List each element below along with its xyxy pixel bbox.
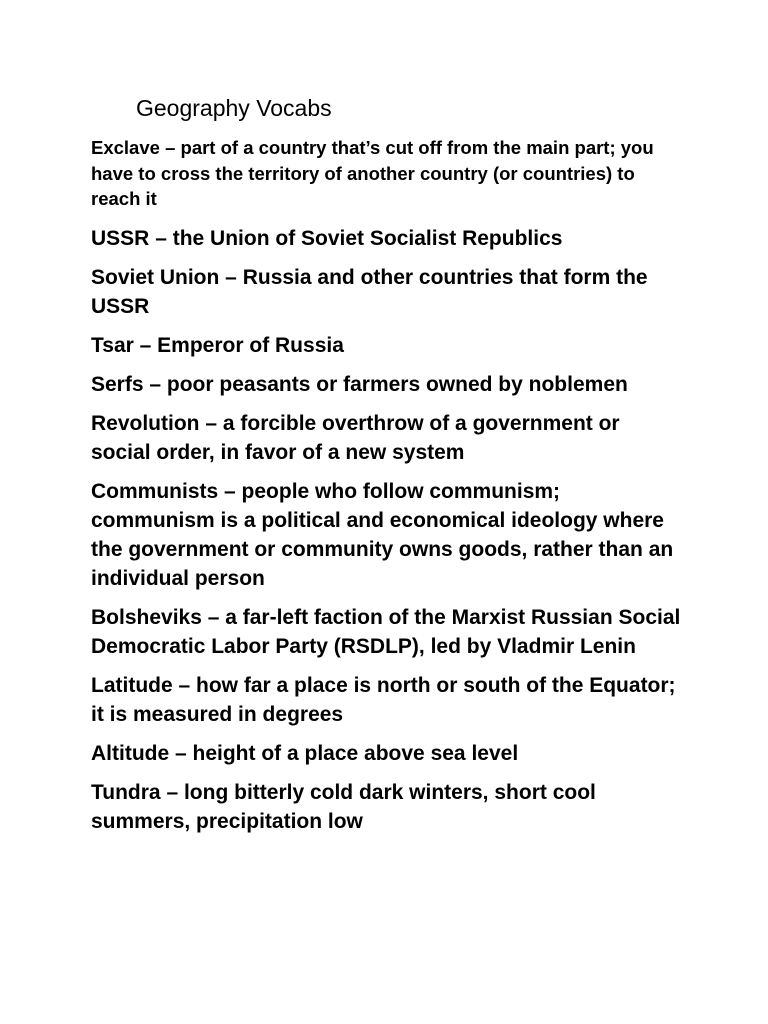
vocab-definition: the Union of Soviet Socialist Republics — [172, 226, 563, 250]
vocab-definition: part of a country that’s cut off from the main part; you have to cross the territory of another country (or countries) to reach it — [91, 137, 654, 209]
vocab-entry-latitude — [91, 671, 681, 729]
vocab-separator: – — [159, 137, 181, 158]
vocab-definition: height of a place above sea level — [192, 741, 519, 765]
vocab-entry-soviet-union — [91, 263, 681, 321]
vocab-separator: – — [201, 605, 226, 629]
vocab-definition: how far a place is north or south of the Equator; it is measured in degrees — [91, 673, 676, 726]
vocab-term: Tsar — [91, 333, 134, 357]
vocab-entry-tsar — [91, 331, 681, 360]
vocab-definition: long bitterly cold dark winters, short cool summers, precipitation low — [91, 780, 596, 833]
vocab-list — [91, 135, 681, 846]
vocab-entry-ussr — [91, 224, 681, 253]
vocab-term: USSR — [91, 226, 150, 250]
vocab-separator: – — [219, 265, 243, 289]
vocab-term: Serfs — [91, 372, 144, 396]
vocab-entry-revolution — [91, 409, 681, 467]
vocab-entry-serfs — [91, 370, 681, 399]
vocab-entry-bolsheviks — [91, 603, 681, 661]
vocab-separator: – — [169, 741, 193, 765]
vocab-entry-communists — [91, 477, 681, 593]
vocab-entry-tundra — [91, 778, 681, 836]
vocab-separator: – — [218, 479, 242, 503]
vocab-definition: people who follow communism; communism is a political and economical ideology where the government or community owns goods, rather than an individual person — [91, 479, 674, 590]
vocab-definition: Emperor of Russia — [157, 333, 344, 357]
vocab-definition: a far-left faction of the Marxist Russian Social Democratic Labor Party (RSDLP), led by Vladmir Lenin — [91, 605, 681, 658]
vocab-separator: – — [143, 372, 167, 396]
vocab-entry-exclave — [91, 135, 671, 212]
vocab-term: Soviet Union — [91, 265, 220, 289]
vocab-term: Exclave — [91, 137, 160, 158]
vocab-term: Communists — [91, 479, 219, 503]
vocab-entry-altitude — [91, 739, 681, 768]
vocab-separator: – — [133, 333, 158, 357]
vocab-term: Bolsheviks — [91, 605, 202, 629]
vocab-term: Altitude — [91, 741, 170, 765]
vocab-separator: – — [149, 226, 173, 250]
vocab-separator: – — [172, 673, 197, 697]
vocab-separator: – — [199, 411, 223, 435]
vocab-separator: – — [160, 780, 184, 804]
vocab-definition: Russia and other countries that form the USSR — [91, 265, 648, 318]
vocab-term: Latitude — [91, 673, 173, 697]
document-title: Geography Vocabs — [136, 95, 332, 121]
vocab-term: Revolution — [91, 411, 200, 435]
vocab-definition: poor peasants or farmers owned by noblemen — [166, 372, 628, 396]
vocab-term: Tundra — [91, 780, 161, 804]
vocab-definition: a forcible overthrow of a government or social order, in favor of a new system — [91, 411, 620, 464]
